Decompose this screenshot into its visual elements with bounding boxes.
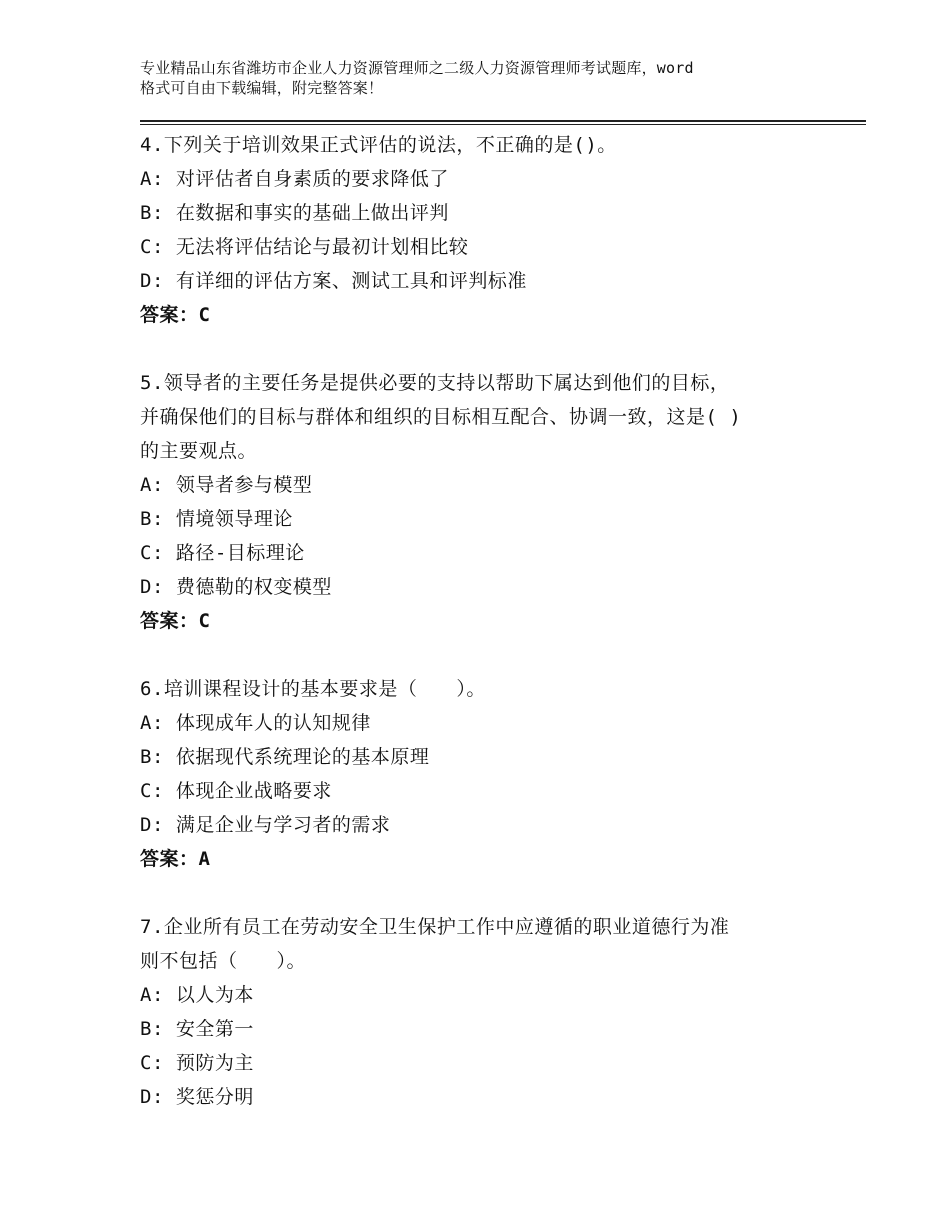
question-stem-cont: 的主要观点。 [140,440,258,462]
question-list [140,128,840,1148]
question-stem: 5.领导者的主要任务是提供必要的支持以帮助下属达到他们的目标， [140,372,730,394]
document-header [140,58,830,98]
option-c: C: 路径-目标理论 [140,542,305,564]
header-rule-thin [140,124,866,125]
question-4 [140,128,840,332]
question-7 [140,910,840,1114]
answer: 答案：C [140,304,211,326]
option-c: C: 预防为主 [140,1052,254,1074]
question-5 [140,366,840,638]
option-a: A: 以人为本 [140,984,254,1006]
question-stem-cont: 并确保他们的目标与群体和组织的目标相互配合、协调一致，这是( ) [140,406,742,428]
question-stem: 7.企业所有员工在劳动安全卫生保护工作中应遵循的职业道德行为准 [140,916,730,938]
answer: 答案：C [140,610,211,632]
option-d: D: 有详细的评估方案、测试工具和评判标准 [140,270,527,292]
header-rule-thick [140,120,866,122]
question-stem: 6.培训课程设计的基本要求是（ ）。 [140,678,486,700]
question-stem-cont: 则不包括（ ）。 [140,950,307,972]
option-b: B: 安全第一 [140,1018,254,1040]
option-c: C: 无法将评估结论与最初计划相比较 [140,236,469,258]
option-d: D: 费德勒的权变模型 [140,576,332,598]
question-6 [140,672,840,876]
option-d: D: 奖惩分明 [140,1086,254,1108]
option-a: A: 领导者参与模型 [140,474,313,496]
option-b: B: 在数据和事实的基础上做出评判 [140,202,449,224]
option-a: A: 对评估者自身素质的要求降低了 [140,168,449,190]
option-b: B: 情境领导理论 [140,508,293,530]
option-a: A: 体现成年人的认知规律 [140,712,371,734]
header-line-2: 格式可自由下载编辑，附完整答案！ [140,79,384,97]
question-stem: 4.下列关于培训效果正式评估的说法，不正确的是()。 [140,134,617,156]
option-d: D: 满足企业与学习者的需求 [140,814,391,836]
option-b: B: 依据现代系统理论的基本原理 [140,746,430,768]
answer: 答案：A [140,848,211,870]
option-c: C: 体现企业战略要求 [140,780,332,802]
header-line-1: 专业精品山东省潍坊市企业人力资源管理师之二级人力资源管理师考试题库，word [140,59,694,77]
